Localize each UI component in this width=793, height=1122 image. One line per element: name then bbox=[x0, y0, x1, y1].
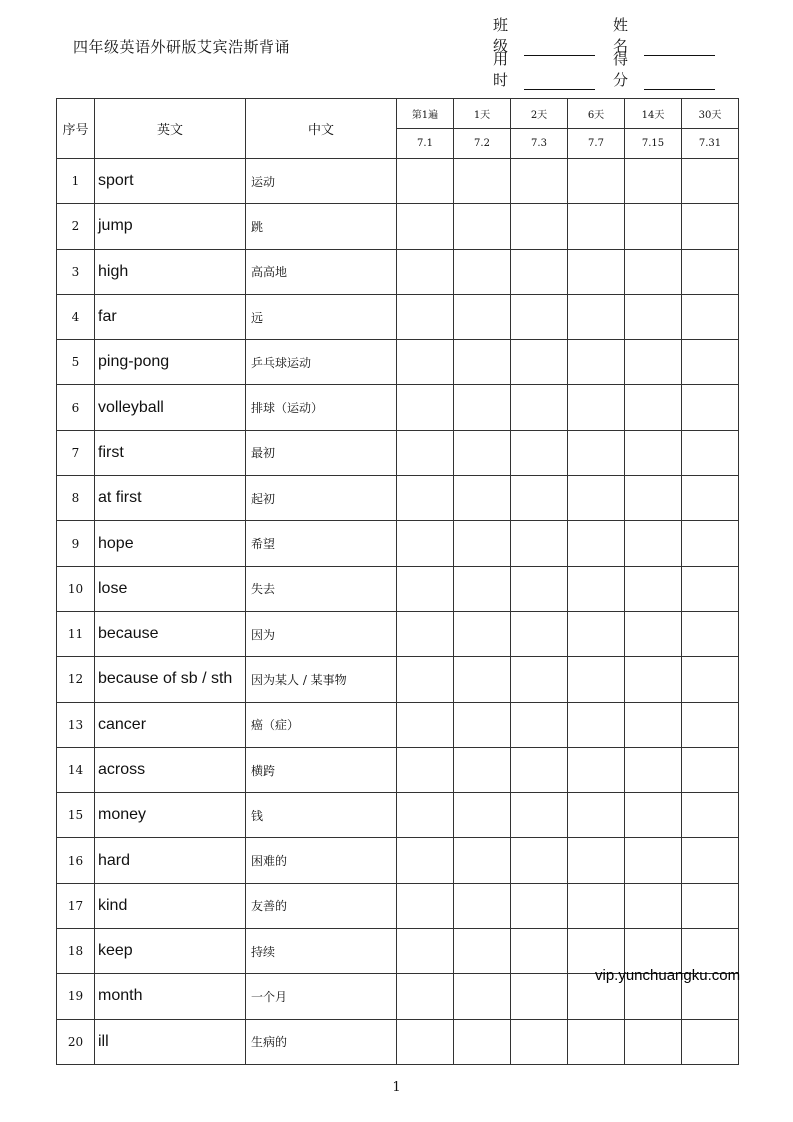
time-label: 用时 bbox=[493, 50, 509, 89]
review-check-cell[interactable] bbox=[625, 340, 682, 385]
review-check-cell[interactable] bbox=[511, 838, 568, 883]
chinese-meaning: 运动 bbox=[246, 159, 397, 204]
chinese-meaning: 起初 bbox=[246, 476, 397, 521]
english-word: volleyball bbox=[95, 385, 246, 430]
review-check-cell[interactable] bbox=[511, 611, 568, 656]
review-check-cell[interactable] bbox=[397, 702, 454, 747]
review-check-cell[interactable] bbox=[511, 249, 568, 294]
review-check-cell[interactable] bbox=[568, 294, 625, 339]
review-check-cell[interactable] bbox=[682, 476, 739, 521]
review-date-header: 7.3 bbox=[511, 129, 568, 159]
chinese-meaning: 因为 bbox=[246, 611, 397, 656]
chinese-meaning: 高高地 bbox=[246, 249, 397, 294]
review-check-cell[interactable] bbox=[568, 204, 625, 249]
chinese-meaning: 远 bbox=[246, 294, 397, 339]
english-word: first bbox=[95, 430, 246, 475]
review-check-cell[interactable] bbox=[682, 385, 739, 430]
row-number: 19 bbox=[57, 974, 95, 1019]
english-word: at first bbox=[95, 476, 246, 521]
review-check-cell[interactable] bbox=[397, 249, 454, 294]
row-number: 15 bbox=[57, 793, 95, 838]
review-check-cell[interactable] bbox=[682, 159, 739, 204]
review-check-cell[interactable] bbox=[568, 747, 625, 792]
review-day-header: 1天 bbox=[454, 99, 511, 129]
chinese-meaning: 一个月 bbox=[246, 974, 397, 1019]
review-check-cell[interactable] bbox=[511, 204, 568, 249]
review-check-cell[interactable] bbox=[511, 974, 568, 1019]
review-check-cell[interactable] bbox=[454, 249, 511, 294]
review-check-cell[interactable] bbox=[568, 249, 625, 294]
chinese-meaning: 癌（症） bbox=[246, 702, 397, 747]
review-check-cell[interactable] bbox=[511, 385, 568, 430]
review-check-cell[interactable] bbox=[625, 566, 682, 611]
row-number: 5 bbox=[57, 340, 95, 385]
review-check-cell[interactable] bbox=[568, 883, 625, 928]
table-row bbox=[57, 793, 739, 838]
row-number: 14 bbox=[57, 747, 95, 792]
chinese-meaning: 持续 bbox=[246, 929, 397, 974]
chinese-meaning: 横跨 bbox=[246, 747, 397, 792]
review-check-cell[interactable] bbox=[568, 566, 625, 611]
info-row-1 bbox=[493, 16, 733, 55]
review-check-cell[interactable] bbox=[625, 204, 682, 249]
review-check-cell[interactable] bbox=[511, 793, 568, 838]
row-number: 3 bbox=[57, 249, 95, 294]
table-row bbox=[57, 521, 739, 566]
review-check-cell[interactable] bbox=[625, 385, 682, 430]
review-check-cell[interactable] bbox=[511, 747, 568, 792]
row-number: 7 bbox=[57, 430, 95, 475]
class-label: 班级 bbox=[493, 16, 509, 55]
review-check-cell[interactable] bbox=[397, 793, 454, 838]
review-check-cell[interactable] bbox=[682, 294, 739, 339]
review-day-header: 6天 bbox=[568, 99, 625, 129]
review-check-cell[interactable] bbox=[682, 430, 739, 475]
review-check-cell[interactable] bbox=[454, 838, 511, 883]
col-header-no: 序号 bbox=[57, 99, 95, 159]
review-check-cell[interactable] bbox=[568, 838, 625, 883]
review-check-cell[interactable] bbox=[397, 1019, 454, 1064]
review-date-header: 7.15 bbox=[625, 129, 682, 159]
review-check-cell[interactable] bbox=[568, 521, 625, 566]
table-row bbox=[57, 340, 739, 385]
review-date-header: 7.31 bbox=[682, 129, 739, 159]
english-word: cancer bbox=[95, 702, 246, 747]
english-word: keep bbox=[95, 929, 246, 974]
review-check-cell[interactable] bbox=[682, 521, 739, 566]
score-blank[interactable] bbox=[644, 72, 715, 90]
review-check-cell[interactable] bbox=[397, 159, 454, 204]
review-day-header: 第1遍 bbox=[397, 99, 454, 129]
english-word: ill bbox=[95, 1019, 246, 1064]
review-check-cell[interactable] bbox=[568, 657, 625, 702]
review-check-cell[interactable] bbox=[625, 611, 682, 656]
review-day-header: 30天 bbox=[682, 99, 739, 129]
row-number: 13 bbox=[57, 702, 95, 747]
review-check-cell[interactable] bbox=[511, 476, 568, 521]
chinese-meaning: 困难的 bbox=[246, 838, 397, 883]
english-word: hard bbox=[95, 838, 246, 883]
english-word: jump bbox=[95, 204, 246, 249]
review-check-cell[interactable] bbox=[511, 340, 568, 385]
chinese-meaning: 生病的 bbox=[246, 1019, 397, 1064]
chinese-meaning: 友善的 bbox=[246, 883, 397, 928]
review-check-cell[interactable] bbox=[454, 657, 511, 702]
english-word: across bbox=[95, 747, 246, 792]
review-check-cell[interactable] bbox=[454, 385, 511, 430]
review-check-cell[interactable] bbox=[397, 929, 454, 974]
table-row bbox=[57, 747, 739, 792]
table-row bbox=[57, 702, 739, 747]
review-check-cell[interactable] bbox=[682, 838, 739, 883]
vocabulary-table bbox=[56, 98, 739, 1065]
review-check-cell[interactable] bbox=[397, 747, 454, 792]
review-check-cell[interactable] bbox=[682, 702, 739, 747]
review-check-cell[interactable] bbox=[397, 430, 454, 475]
table-row bbox=[57, 204, 739, 249]
review-check-cell[interactable] bbox=[682, 883, 739, 928]
review-check-cell[interactable] bbox=[397, 566, 454, 611]
review-check-cell[interactable] bbox=[454, 521, 511, 566]
review-check-cell[interactable] bbox=[568, 611, 625, 656]
student-info-fields bbox=[493, 16, 733, 89]
row-number: 8 bbox=[57, 476, 95, 521]
chinese-meaning: 钱 bbox=[246, 793, 397, 838]
review-check-cell[interactable] bbox=[625, 838, 682, 883]
chinese-meaning: 排球（运动） bbox=[246, 385, 397, 430]
review-date-header: 7.1 bbox=[397, 129, 454, 159]
review-check-cell[interactable] bbox=[568, 385, 625, 430]
review-check-cell[interactable] bbox=[454, 1019, 511, 1064]
review-check-cell[interactable] bbox=[568, 1019, 625, 1064]
review-check-cell[interactable] bbox=[568, 159, 625, 204]
review-check-cell[interactable] bbox=[625, 747, 682, 792]
review-check-cell[interactable] bbox=[397, 294, 454, 339]
review-check-cell[interactable] bbox=[682, 611, 739, 656]
review-check-cell[interactable] bbox=[454, 159, 511, 204]
english-word: money bbox=[95, 793, 246, 838]
review-check-cell[interactable] bbox=[625, 883, 682, 928]
review-check-cell[interactable] bbox=[625, 702, 682, 747]
worksheet-title: 四年级英语外研版艾宾浩斯背诵 bbox=[73, 38, 291, 56]
row-number: 20 bbox=[57, 1019, 95, 1064]
review-check-cell[interactable] bbox=[682, 566, 739, 611]
review-check-cell[interactable] bbox=[682, 793, 739, 838]
english-word: ping-pong bbox=[95, 340, 246, 385]
review-check-cell[interactable] bbox=[454, 204, 511, 249]
score-label: 得分 bbox=[613, 50, 629, 89]
review-check-cell[interactable] bbox=[511, 929, 568, 974]
review-check-cell[interactable] bbox=[625, 1019, 682, 1064]
english-word: high bbox=[95, 249, 246, 294]
table-row bbox=[57, 611, 739, 656]
review-check-cell[interactable] bbox=[511, 159, 568, 204]
row-number: 17 bbox=[57, 883, 95, 928]
english-word: far bbox=[95, 294, 246, 339]
review-check-cell[interactable] bbox=[625, 793, 682, 838]
review-check-cell[interactable] bbox=[625, 294, 682, 339]
chinese-meaning: 跳 bbox=[246, 204, 397, 249]
review-check-cell[interactable] bbox=[454, 929, 511, 974]
row-number: 11 bbox=[57, 611, 95, 656]
review-check-cell[interactable] bbox=[625, 159, 682, 204]
review-check-cell[interactable] bbox=[397, 385, 454, 430]
review-check-cell[interactable] bbox=[568, 702, 625, 747]
review-check-cell[interactable] bbox=[397, 657, 454, 702]
review-check-cell[interactable] bbox=[397, 476, 454, 521]
review-day-header: 14天 bbox=[625, 99, 682, 129]
review-check-cell[interactable] bbox=[682, 1019, 739, 1064]
review-check-cell[interactable] bbox=[625, 249, 682, 294]
review-check-cell[interactable] bbox=[682, 249, 739, 294]
col-header-en: 英文 bbox=[95, 99, 246, 159]
table-row bbox=[57, 430, 739, 475]
review-check-cell[interactable] bbox=[397, 611, 454, 656]
review-check-cell[interactable] bbox=[454, 430, 511, 475]
review-check-cell[interactable] bbox=[625, 657, 682, 702]
review-check-cell[interactable] bbox=[511, 294, 568, 339]
review-date-header: 7.7 bbox=[568, 129, 625, 159]
chinese-meaning: 乒乓球运动 bbox=[246, 340, 397, 385]
table-row bbox=[57, 294, 739, 339]
table-row bbox=[57, 838, 739, 883]
review-check-cell[interactable] bbox=[454, 611, 511, 656]
row-number: 2 bbox=[57, 204, 95, 249]
review-check-cell[interactable] bbox=[397, 974, 454, 1019]
review-check-cell[interactable] bbox=[397, 521, 454, 566]
review-check-cell[interactable] bbox=[625, 521, 682, 566]
review-check-cell[interactable] bbox=[682, 340, 739, 385]
review-check-cell[interactable] bbox=[568, 793, 625, 838]
watermark: vip.yunchuangku.com bbox=[595, 967, 741, 984]
english-word: because of sb / sth bbox=[95, 657, 246, 702]
english-word: because bbox=[95, 611, 246, 656]
review-check-cell[interactable] bbox=[454, 566, 511, 611]
review-check-cell[interactable] bbox=[568, 340, 625, 385]
row-number: 6 bbox=[57, 385, 95, 430]
row-number: 16 bbox=[57, 838, 95, 883]
table-row bbox=[57, 657, 739, 702]
review-check-cell[interactable] bbox=[397, 838, 454, 883]
english-word: kind bbox=[95, 883, 246, 928]
review-check-cell[interactable] bbox=[397, 883, 454, 928]
review-date-header: 7.2 bbox=[454, 129, 511, 159]
score-field bbox=[613, 48, 715, 90]
chinese-meaning: 希望 bbox=[246, 521, 397, 566]
review-check-cell[interactable] bbox=[511, 1019, 568, 1064]
review-check-cell[interactable] bbox=[682, 747, 739, 792]
table-row bbox=[57, 476, 739, 521]
english-word: lose bbox=[95, 566, 246, 611]
row-number: 4 bbox=[57, 294, 95, 339]
english-word: hope bbox=[95, 521, 246, 566]
vocabulary-rows bbox=[57, 159, 739, 1065]
english-word: sport bbox=[95, 159, 246, 204]
row-number: 12 bbox=[57, 657, 95, 702]
row-number: 9 bbox=[57, 521, 95, 566]
review-check-cell[interactable] bbox=[454, 294, 511, 339]
english-word: month bbox=[95, 974, 246, 1019]
review-check-cell[interactable] bbox=[625, 476, 682, 521]
table-row bbox=[57, 159, 739, 204]
review-check-cell[interactable] bbox=[397, 340, 454, 385]
chinese-meaning: 最初 bbox=[246, 430, 397, 475]
review-check-cell[interactable] bbox=[454, 974, 511, 1019]
time-field bbox=[493, 48, 595, 90]
review-check-cell[interactable] bbox=[682, 657, 739, 702]
review-check-cell[interactable] bbox=[568, 476, 625, 521]
review-check-cell[interactable] bbox=[511, 702, 568, 747]
review-check-cell[interactable] bbox=[625, 430, 682, 475]
table-row bbox=[57, 566, 739, 611]
row-number: 1 bbox=[57, 159, 95, 204]
review-check-cell[interactable] bbox=[511, 430, 568, 475]
review-check-cell[interactable] bbox=[454, 793, 511, 838]
chinese-meaning: 失去 bbox=[246, 566, 397, 611]
table-row bbox=[57, 883, 739, 928]
review-check-cell[interactable] bbox=[454, 702, 511, 747]
review-day-header: 2天 bbox=[511, 99, 568, 129]
header-row-days bbox=[57, 99, 739, 129]
chinese-meaning: 因为某人 / 某事物 bbox=[246, 657, 397, 702]
review-check-cell[interactable] bbox=[511, 521, 568, 566]
table-row bbox=[57, 1019, 739, 1064]
review-check-cell[interactable] bbox=[682, 204, 739, 249]
table-row bbox=[57, 385, 739, 430]
table-row bbox=[57, 249, 739, 294]
review-check-cell[interactable] bbox=[511, 883, 568, 928]
review-check-cell[interactable] bbox=[454, 340, 511, 385]
review-check-cell[interactable] bbox=[568, 430, 625, 475]
review-check-cell[interactable] bbox=[397, 204, 454, 249]
page-number: 1 bbox=[392, 1080, 401, 1095]
review-check-cell[interactable] bbox=[454, 476, 511, 521]
review-check-cell[interactable] bbox=[511, 566, 568, 611]
time-blank[interactable] bbox=[524, 72, 595, 90]
row-number: 10 bbox=[57, 566, 95, 611]
row-number: 18 bbox=[57, 929, 95, 974]
review-check-cell[interactable] bbox=[454, 883, 511, 928]
review-check-cell[interactable] bbox=[454, 747, 511, 792]
review-check-cell[interactable] bbox=[511, 657, 568, 702]
info-row-2 bbox=[493, 50, 733, 89]
name-label: 姓名 bbox=[613, 16, 629, 55]
col-header-cn: 中文 bbox=[246, 99, 397, 159]
